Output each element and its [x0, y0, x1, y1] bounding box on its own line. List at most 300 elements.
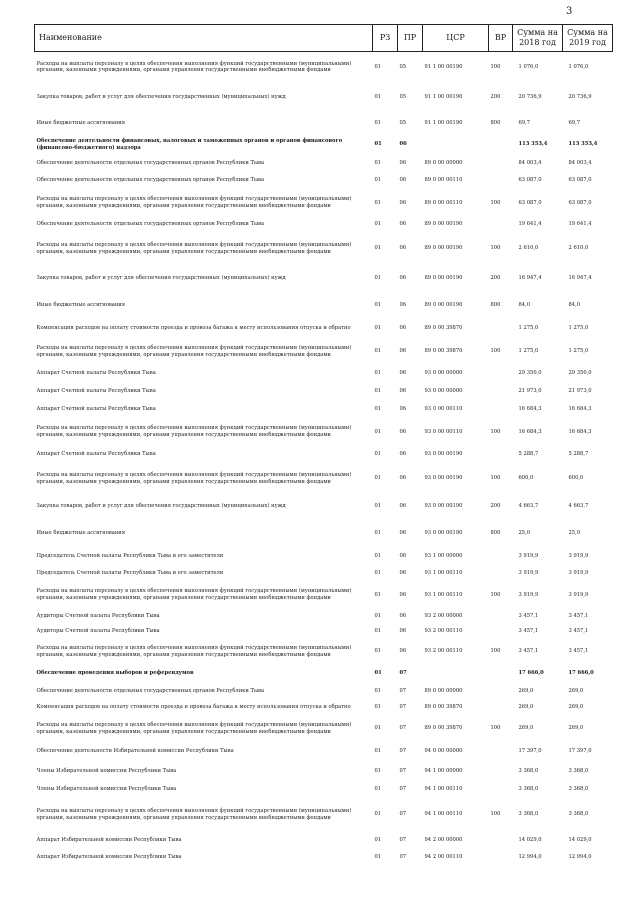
row-sum-2018: 3 919,9 [518, 553, 539, 560]
row-csr: 94 2 00 00110 [424, 854, 463, 861]
row-csr: 91 1 00 00190 [424, 94, 463, 101]
row-vr [489, 781, 513, 798]
row-rz: 01 [374, 245, 382, 252]
row-name: Председатель Счетной палаты Республики Тыва и его заместители [36, 570, 224, 577]
row-name: Иные бюджетные ассигнования [36, 530, 126, 537]
table-row [35, 494, 613, 520]
row-csr: 93 0 00 00110 [424, 406, 463, 413]
row-sum-2018: 84 003,4 [518, 159, 542, 166]
row-rz: 01 [374, 428, 382, 435]
row-sum-2019: 12 994,0 [568, 854, 592, 861]
row-sum-2018: 3 368,0 [518, 785, 539, 792]
table-row [35, 609, 613, 625]
row-name: Обеспечение деятельности отдельных государственных органов Республики Тыва [36, 221, 265, 228]
row-sum-2019: 29 350,0 [568, 370, 592, 377]
row-csr: 93 0 00 00190 [424, 503, 463, 510]
row-sum-2019: 19 641,4 [568, 221, 592, 228]
row-pr: 06 [399, 302, 407, 309]
row-csr: 89 0 00 00110 [424, 199, 463, 206]
table-header [35, 25, 613, 52]
table-row [35, 762, 613, 781]
row-sum-2018: 3 457,1 [518, 613, 539, 620]
column-header-vr: ВР [489, 25, 513, 52]
row-sum-2019: 3 368,0 [568, 785, 589, 792]
row-sum-2018: 69,7 [518, 120, 531, 127]
row-sum-2018: 2 610,0 [518, 245, 539, 252]
row-csr: 93 2 00 00110 [424, 628, 463, 635]
row-sum-2019: 20 736,9 [568, 94, 592, 101]
row-rz: 01 [374, 348, 382, 355]
row-sum-2019: 1 076,0 [568, 63, 589, 70]
row-pr: 06 [399, 553, 407, 560]
row-pr: 06 [399, 530, 407, 537]
row-sum-2019: 14 029,0 [568, 836, 592, 843]
row-vr: 800 [490, 120, 501, 127]
row-pr: 06 [399, 275, 407, 282]
row-sum-2019: 16 684,3 [568, 428, 592, 435]
table-row [35, 172, 613, 190]
row-rz: 01 [374, 854, 382, 861]
table-row [35, 639, 613, 665]
row-csr: 94 0 00 00000 [424, 748, 463, 755]
row-pr: 06 [399, 199, 407, 206]
row-sum-2019: 3 919,9 [568, 591, 589, 598]
row-name: Аппарат Избирательной комиссии Республики Тыва [36, 854, 182, 861]
row-sum-2018: 20 736,9 [518, 94, 542, 101]
row-name: Расходы на выплаты персоналу в целях обеспечения выполнения функций государственными (муниципальными) органами, казенными учреждениями, органами управления государственными внебюджетными фондами [36, 471, 352, 485]
row-sum-2019: 600,0 [568, 475, 584, 482]
table-row [35, 665, 613, 683]
row-sum-2019: 21 973,0 [568, 388, 592, 395]
row-rz: 01 [374, 177, 382, 184]
row-csr: 93 0 00 00190 [424, 530, 463, 537]
row-sum-2019: 269,0 [568, 704, 584, 711]
row-name: Компенсация расходов на оплату стоимости проезда и провоза багажа к месту использования отпуска и обратно [36, 704, 351, 711]
row-csr: 91 1 00 00190 [424, 120, 463, 127]
row-pr: 06 [399, 591, 407, 598]
row-vr [489, 155, 513, 172]
row-rz: 01 [374, 530, 382, 537]
row-sum-2019: 3 457,1 [568, 648, 589, 655]
table-row [35, 339, 613, 365]
row-vr [489, 742, 513, 762]
table-row [35, 849, 613, 867]
table-row [35, 832, 613, 849]
row-sum-2018: 3 368,0 [518, 811, 539, 818]
row-csr: 93 0 00 00190 [424, 475, 463, 482]
row-vr [489, 849, 513, 867]
row-vr [489, 319, 513, 339]
row-vr: 100 [490, 245, 501, 252]
row-sum-2018: 17 666,0 [518, 670, 544, 677]
row-name: Расходы на выплаты персоналу в целях обеспечения выполнения функций государственными (муниципальными) органами, казенными учреждениями, органами управления государственными внебюджетными фондами [36, 241, 352, 255]
table-row [35, 700, 613, 716]
row-pr: 06 [399, 221, 407, 228]
row-sum-2018: 3 919,9 [518, 591, 539, 598]
page-number: 3 [566, 6, 573, 17]
row-csr: 89 0 00 39870 [424, 725, 463, 732]
table-row [35, 217, 613, 233]
row-sum-2019: 3 457,1 [568, 628, 589, 635]
row-csr: 91 1 00 00190 [424, 63, 463, 70]
table-row [35, 365, 613, 383]
row-rz: 01 [374, 406, 382, 413]
row-rz: 01 [374, 836, 382, 843]
row-sum-2018: 29 350,0 [518, 370, 542, 377]
row-csr [423, 135, 489, 155]
row-rz: 01 [374, 275, 382, 282]
row-rz: 01 [374, 613, 382, 620]
row-rz: 01 [374, 811, 382, 818]
row-pr: 07 [399, 854, 407, 861]
row-sum-2018: 269,0 [518, 704, 534, 711]
row-rz: 01 [374, 591, 382, 598]
row-pr: 05 [399, 63, 407, 70]
row-vr: 100 [490, 199, 501, 206]
row-name: Расходы на выплаты персоналу в целях обеспечения выполнения функций государственными (муниципальными) органами, казенными учреждениями, органами управления государственными внебюджетными фондами [36, 344, 352, 358]
row-rz: 01 [374, 94, 382, 101]
row-csr: 93 2 00 00000 [424, 613, 463, 620]
row-sum-2018: 12 994,0 [518, 854, 542, 861]
table-row [35, 190, 613, 217]
column-header-name: Наименование [35, 25, 373, 52]
row-sum-2018: 269,0 [518, 687, 534, 694]
row-name: Закупка товаров, работ и услуг для обеспечения государственных (муниципальных) нужд [36, 503, 286, 510]
row-sum-2018: 16 684,3 [518, 428, 542, 435]
row-name: Аппарат Счетной палаты Республики Тыва [36, 406, 156, 413]
row-sum-2019: 1 275,0 [568, 348, 589, 355]
table-row [35, 582, 613, 609]
row-sum-2019: 25,0 [568, 530, 581, 537]
table-row [35, 135, 613, 155]
row-pr: 05 [399, 120, 407, 127]
table-row [35, 265, 613, 293]
row-csr [423, 665, 489, 683]
table-row [35, 83, 613, 113]
table-row [35, 401, 613, 419]
row-csr: 89 0 00 00000 [424, 687, 463, 694]
row-pr: 06 [399, 451, 407, 458]
row-vr [489, 401, 513, 419]
row-sum-2018: 269,0 [518, 725, 534, 732]
row-sum-2018: 19 641,4 [518, 221, 542, 228]
row-vr [489, 446, 513, 464]
row-name: Расходы на выплаты персоналу в целях обеспечения выполнения функций государственными (муниципальными) органами, казенными учреждениями, органами управления государственными внебюджетными фондами [36, 721, 352, 735]
row-pr: 05 [399, 94, 407, 101]
row-pr: 07 [399, 725, 407, 732]
table-row [35, 742, 613, 762]
row-vr [489, 548, 513, 566]
row-name: Иные бюджетные ассигнования [36, 302, 126, 309]
row-sum-2018: 1 275,0 [518, 325, 539, 332]
row-csr: 93 0 00 00110 [424, 428, 463, 435]
row-vr [489, 217, 513, 233]
row-sum-2019: 63 087,0 [568, 177, 592, 184]
row-rz: 01 [374, 704, 382, 711]
row-sum-2018: 3 457,1 [518, 648, 539, 655]
row-csr: 93 0 00 00190 [424, 451, 463, 458]
row-vr [489, 172, 513, 190]
row-sum-2018: 14 029,0 [518, 836, 542, 843]
row-pr: 07 [399, 670, 407, 677]
row-rz: 01 [374, 628, 382, 635]
row-csr: 94 1 00 00110 [424, 785, 463, 792]
table-row [35, 798, 613, 832]
row-rz: 01 [374, 451, 382, 458]
row-sum-2018: 84,0 [518, 302, 531, 309]
row-vr [489, 683, 513, 700]
row-rz: 01 [374, 553, 382, 560]
table-row [35, 113, 613, 135]
row-csr: 93 1 00 00000 [424, 553, 463, 560]
row-sum-2019: 3 919,9 [568, 570, 589, 577]
row-vr: 100 [490, 348, 501, 355]
row-name: Обеспечение деятельности отдельных государственных органов Республики Тыва [36, 159, 265, 166]
row-vr: 800 [490, 302, 501, 309]
row-csr: 93 0 00 00000 [424, 370, 463, 377]
row-vr [489, 383, 513, 401]
row-csr: 89 0 00 00190 [424, 221, 463, 228]
row-vr: 200 [490, 275, 501, 282]
row-sum-2018: 5 288,7 [518, 451, 539, 458]
row-sum-2019: 3 919,9 [568, 553, 589, 560]
row-name: Расходы на выплаты персоналу в целях обеспечения выполнения функций государственными (муниципальными) органами, казенными учреждениями, органами управления государственными внебюджетными фондами [36, 644, 352, 658]
row-csr: 89 0 00 00110 [424, 177, 463, 184]
row-name: Расходы на выплаты персоналу в целях обеспечения выполнения функций государственными (муниципальными) органами, казенными учреждениями, органами управления государственными внебюджетными фондами [36, 425, 352, 438]
row-pr: 07 [399, 811, 407, 818]
row-vr [489, 700, 513, 716]
row-sum-2019: 84 003,4 [568, 159, 592, 166]
row-pr: 07 [399, 836, 407, 843]
table-row [35, 293, 613, 319]
row-csr: 89 0 00 00190 [424, 275, 463, 282]
column-header-pr: ПР [398, 25, 423, 52]
row-sum-2018: 3 457,1 [518, 628, 539, 635]
row-vr: 200 [490, 503, 501, 510]
row-sum-2019: 3 368,0 [568, 811, 589, 818]
row-sum-2018: 63 087,0 [518, 177, 542, 184]
row-vr: 100 [490, 428, 501, 435]
row-name: Обеспечение деятельности финансовых, налоговых и таможенных органов и органов финансового (финансово-бюджетного) надзора [36, 137, 343, 151]
table-row [35, 155, 613, 172]
table-body [35, 52, 613, 867]
row-vr: 100 [490, 811, 501, 818]
row-vr [489, 665, 513, 683]
row-name: Обеспечение проведения выборов и референдумов [36, 670, 194, 677]
row-pr: 07 [399, 704, 407, 711]
row-rz: 01 [374, 370, 382, 377]
row-sum-2018: 3 368,0 [518, 767, 539, 774]
row-rz: 01 [374, 120, 382, 127]
row-name: Аппарат Счетной палаты Республики Тыва [36, 388, 156, 395]
row-name: Расходы на выплаты персоналу в целях обеспечения выполнения функций государственными (муниципальными) органами, казенными учреждениями, органами управления государственными внебюджетными фондами [36, 807, 352, 821]
row-rz: 01 [374, 221, 382, 228]
row-vr: 100 [490, 475, 501, 482]
row-name: Аудиторы Счетной палаты Республики Тыва [36, 628, 160, 635]
row-name: Расходы на выплаты персоналу в целях обеспечения выполнения функций государственными (муниципальными) органами, казенными учреждениями, органами управления государственными внебюджетными фондами [36, 60, 352, 74]
row-vr: 100 [490, 725, 501, 732]
table-row [35, 520, 613, 548]
row-name: Расходы на выплаты персоналу в целях обеспечения выполнения функций государственными (муниципальными) органами, казенными учреждениями, органами управления государственными внебюджетными фондами [36, 588, 352, 601]
row-vr: 100 [490, 63, 501, 70]
row-sum-2019: 63 087,0 [568, 199, 592, 206]
row-pr: 06 [399, 159, 407, 166]
row-csr: 89 0 00 00190 [424, 245, 463, 252]
row-sum-2018: 21 973,0 [518, 388, 542, 395]
column-header-csr: ЦСР [423, 25, 489, 52]
row-name: Обеспечение деятельности отдельных государственных органов Республики Тыва [36, 687, 265, 694]
row-rz: 01 [374, 503, 382, 510]
row-sum-2018: 16 947,4 [518, 275, 542, 282]
column-header-sum-2019: Сумма на 2019 год [563, 25, 613, 52]
row-pr: 06 [399, 613, 407, 620]
row-pr: 06 [399, 177, 407, 184]
row-pr: 06 [399, 475, 407, 482]
row-csr: 89 0 00 00190 [424, 302, 463, 309]
row-sum-2018: 1 076,0 [518, 63, 539, 70]
row-sum-2019: 69,7 [568, 120, 581, 127]
row-pr: 06 [399, 428, 407, 435]
row-pr: 06 [399, 628, 407, 635]
row-csr: 89 0 00 39870 [424, 704, 463, 711]
row-pr: 06 [399, 648, 407, 655]
table-row [35, 52, 613, 83]
row-vr [489, 566, 513, 582]
row-sum-2019: 17 666,0 [568, 670, 594, 677]
row-vr: 100 [490, 648, 501, 655]
row-rz: 01 [374, 748, 382, 755]
row-sum-2018: 63 087,0 [518, 199, 542, 206]
row-vr: 200 [490, 94, 501, 101]
table-row [35, 419, 613, 446]
row-csr: 89 0 00 39870 [424, 348, 463, 355]
row-pr: 07 [399, 748, 407, 755]
row-sum-2019: 5 288,7 [568, 451, 589, 458]
row-vr [489, 365, 513, 383]
row-name: Аппарат Счетной палаты Республики Тыва [36, 451, 156, 458]
row-rz: 01 [374, 570, 382, 577]
row-rz: 01 [374, 687, 382, 694]
table-row [35, 566, 613, 582]
row-pr: 06 [399, 406, 407, 413]
row-name: Аппарат Счетной палаты Республики Тыва [36, 370, 156, 377]
row-sum-2018: 17 397,0 [518, 748, 542, 755]
row-name: Закупка товаров, работ и услуг для обеспечения государственных (муниципальных) нужд [36, 275, 286, 282]
row-sum-2019: 113 353,4 [568, 141, 598, 148]
row-csr: 93 2 00 00110 [424, 648, 463, 655]
row-sum-2018: 16 684,3 [518, 406, 542, 413]
table-row [35, 319, 613, 339]
row-sum-2019: 269,0 [568, 687, 584, 694]
row-rz: 01 [374, 767, 382, 774]
row-vr [489, 762, 513, 781]
row-sum-2019: 269,0 [568, 725, 584, 732]
row-name: Расходы на выплаты персоналу в целях обеспечения выполнения функций государственными (муниципальными) органами, казенными учреждениями, органами управления государственными внебюджетными фондами [36, 196, 352, 209]
row-vr: 100 [490, 591, 501, 598]
row-pr: 07 [399, 785, 407, 792]
row-sum-2018: 1 275,0 [518, 348, 539, 355]
row-name: Члены Избирательной комиссии Республики Тыва [36, 767, 177, 774]
row-sum-2018: 4 663,7 [518, 503, 539, 510]
table-row [35, 716, 613, 742]
table-row [35, 383, 613, 401]
row-rz: 01 [374, 670, 382, 677]
table-row [35, 683, 613, 700]
row-sum-2019: 17 397,0 [568, 748, 592, 755]
table-row [35, 625, 613, 639]
row-pr: 06 [399, 370, 407, 377]
row-rz: 01 [374, 475, 382, 482]
row-sum-2019: 2 610,0 [568, 245, 589, 252]
row-pr: 06 [399, 245, 407, 252]
row-rz: 01 [374, 63, 382, 70]
row-sum-2019: 1 275,0 [568, 325, 589, 332]
row-sum-2018: 3 919,9 [518, 570, 539, 577]
row-sum-2019: 4 663,7 [568, 503, 589, 510]
row-pr: 06 [399, 503, 407, 510]
row-csr: 93 0 00 00000 [424, 388, 463, 395]
table-row [35, 464, 613, 494]
row-rz: 01 [374, 785, 382, 792]
row-rz: 01 [374, 141, 382, 148]
column-header-sum-2018: Сумма на 2018 год [513, 25, 563, 52]
row-rz: 01 [374, 325, 382, 332]
row-vr [489, 135, 513, 155]
row-rz: 01 [374, 302, 382, 309]
row-pr: 07 [399, 767, 407, 774]
row-vr [489, 609, 513, 625]
table-row [35, 446, 613, 464]
row-name: Аудиторы Счетной палаты Республики Тыва [36, 613, 160, 620]
row-sum-2019: 3 457,1 [568, 613, 589, 620]
row-sum-2019: 16 947,4 [568, 275, 592, 282]
row-vr [489, 625, 513, 639]
row-vr: 800 [490, 530, 501, 537]
row-csr: 93 1 00 00110 [424, 570, 463, 577]
row-pr: 06 [399, 348, 407, 355]
row-name: Председатель Счетной палаты Республики Тыва и его заместители [36, 553, 224, 560]
row-name: Иные бюджетные ассигнования [36, 120, 126, 127]
row-name: Аппарат Избирательной комиссии Республики Тыва [36, 836, 182, 843]
column-header-rz: РЗ [373, 25, 398, 52]
row-vr [489, 832, 513, 849]
row-csr: 89 0 00 00000 [424, 159, 463, 166]
budget-table [34, 24, 613, 867]
row-csr: 94 1 00 00110 [424, 811, 463, 818]
row-csr: 94 1 00 00000 [424, 767, 463, 774]
row-csr: 94 2 00 00000 [424, 836, 463, 843]
row-pr: 07 [399, 687, 407, 694]
row-pr: 06 [399, 570, 407, 577]
row-pr: 06 [399, 388, 407, 395]
row-sum-2019: 3 368,0 [568, 767, 589, 774]
row-rz: 01 [374, 388, 382, 395]
row-sum-2019: 16 684,3 [568, 406, 592, 413]
row-sum-2019: 84,0 [568, 302, 581, 309]
row-sum-2018: 600,0 [518, 475, 534, 482]
row-name: Члены Избирательной комиссии Республики Тыва [36, 785, 177, 792]
row-pr: 06 [399, 141, 407, 148]
row-pr: 06 [399, 325, 407, 332]
table-row [35, 548, 613, 566]
row-sum-2018: 25,0 [518, 530, 531, 537]
row-csr: 89 0 00 39870 [424, 325, 463, 332]
table-row [35, 233, 613, 265]
row-name: Обеспечение деятельности отдельных государственных органов Республики Тыва [36, 177, 265, 184]
row-sum-2018: 113 353,4 [518, 141, 548, 148]
row-name: Компенсация расходов на оплату стоимости проезда и провоза багажа к месту использования отпуска и обратно [36, 325, 351, 332]
row-rz: 01 [374, 199, 382, 206]
